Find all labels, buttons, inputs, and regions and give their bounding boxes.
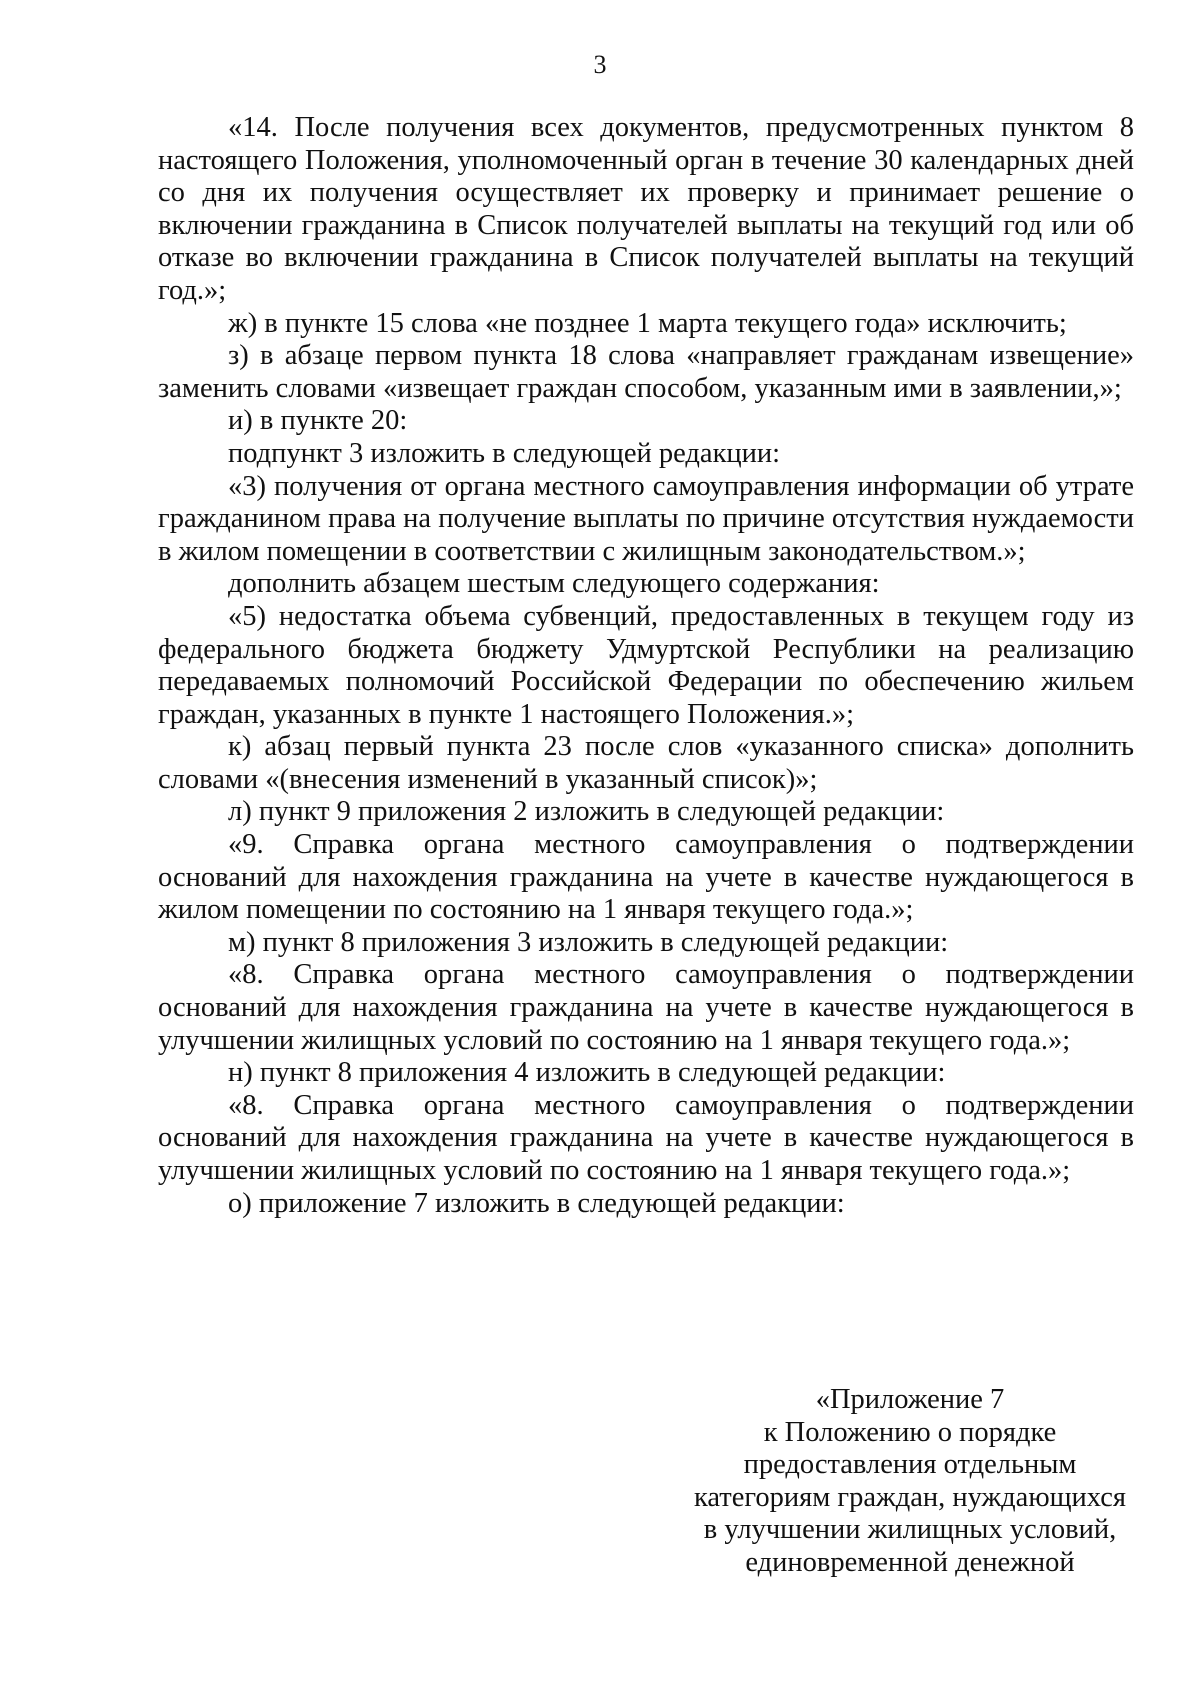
- appendix-header-line: в улучшении жилищных условий,: [703, 1514, 1117, 1546]
- paragraph-subpoint-3-intro: подпункт 3 изложить в следующей редакции:: [228, 437, 781, 469]
- appendix-header-line: «Приложение 7: [815, 1384, 1005, 1415]
- page-number: 3: [593, 50, 607, 79]
- appendix-header-line: предоставления отдельным: [743, 1449, 1077, 1481]
- paragraph-item-8-appendix-3: «8. Справка органа местного самоуправления о подтверждении оснований для нахождения гражданина на учете в качестве нуждающегося в улучшении жилищных условий по состоянию на 1 января текущего года.»;: [158, 959, 1134, 1056]
- paragraph-14: «14. После получения всех документов, предусмотренных пунктом 8 настоящего Положения, уполномоченный орган в течение 30 календарных дней со дня их получения осуществляет их проверку и принимает решение о включении гражданина в Список получателей выплаты на текущий год или об отказе во включении гражданина в Список получателей выплаты на текущий год.»;: [158, 112, 1134, 306]
- paragraph-sixth-intro: дополнить абзацем шестым следующего содержания:: [228, 568, 880, 600]
- paragraph-subpoint-3: «3) получения от органа местного самоуправления информации об утрате гражданином права на получение выплаты по причине отсутствия нуждаемости в жилом помещении в соответствии с жилищным законодательством.»;: [158, 470, 1134, 567]
- paragraph-k: к) абзац первый пункта 23 после слов «указанного списка» дополнить словами «(внесения изменений в указанный список)»;: [158, 731, 1134, 795]
- paragraph-subpoint-5: «5) недостатка объема субвенций, предоставленных в текущем году из федерального бюджета бюджету Удмуртской Республики на реализацию передаваемых полномочий Российской Федерации по обеспечению жильем граждан, указанных в пункте 1 настоящего Положения.»;: [158, 600, 1134, 730]
- appendix-7-header: [690, 1384, 1130, 1580]
- paragraph-m: м) пункт 8 приложения 3 изложить в следующей редакции:: [228, 926, 949, 958]
- paragraph-z: з) в абзаце первом пункта 18 слова «направляет гражданам извещение» заменить словами «извещает граждан способом, указанным ими в заявлении,»;: [158, 340, 1134, 404]
- paragraph-item-8-appendix-4: «8. Справка органа местного самоуправления о подтверждении оснований для нахождения гражданина на учете в качестве нуждающегося в улучшении жилищных условий по состоянию на 1 января текущего года.»;: [158, 1089, 1134, 1186]
- appendix-header-line: единовременной денежной: [745, 1546, 1075, 1578]
- paragraph-n: н) пункт 8 приложения 4 изложить в следующей редакции:: [228, 1057, 946, 1089]
- appendix-header-line: категориям граждан, нуждающихся: [693, 1481, 1126, 1513]
- paragraph-zh: ж) в пункте 15 слова «не позднее 1 марта текущего года» исключить;: [228, 307, 1067, 339]
- appendix-header-line: к Положению о порядке: [763, 1416, 1057, 1448]
- paragraph-item-9: «9. Справка органа местного самоуправления о подтверждении оснований для нахождения гражданина на учете в качестве нуждающегося в жилом помещении по состоянию на 1 января текущего года.»;: [158, 829, 1134, 926]
- paragraph-o: о) приложение 7 изложить в следующей редакции:: [228, 1187, 845, 1219]
- paragraph-i: и) в пункте 20:: [228, 405, 408, 437]
- paragraph-l: л) пункт 9 приложения 2 изложить в следующей редакции:: [228, 796, 945, 828]
- document-body: [158, 112, 1134, 1220]
